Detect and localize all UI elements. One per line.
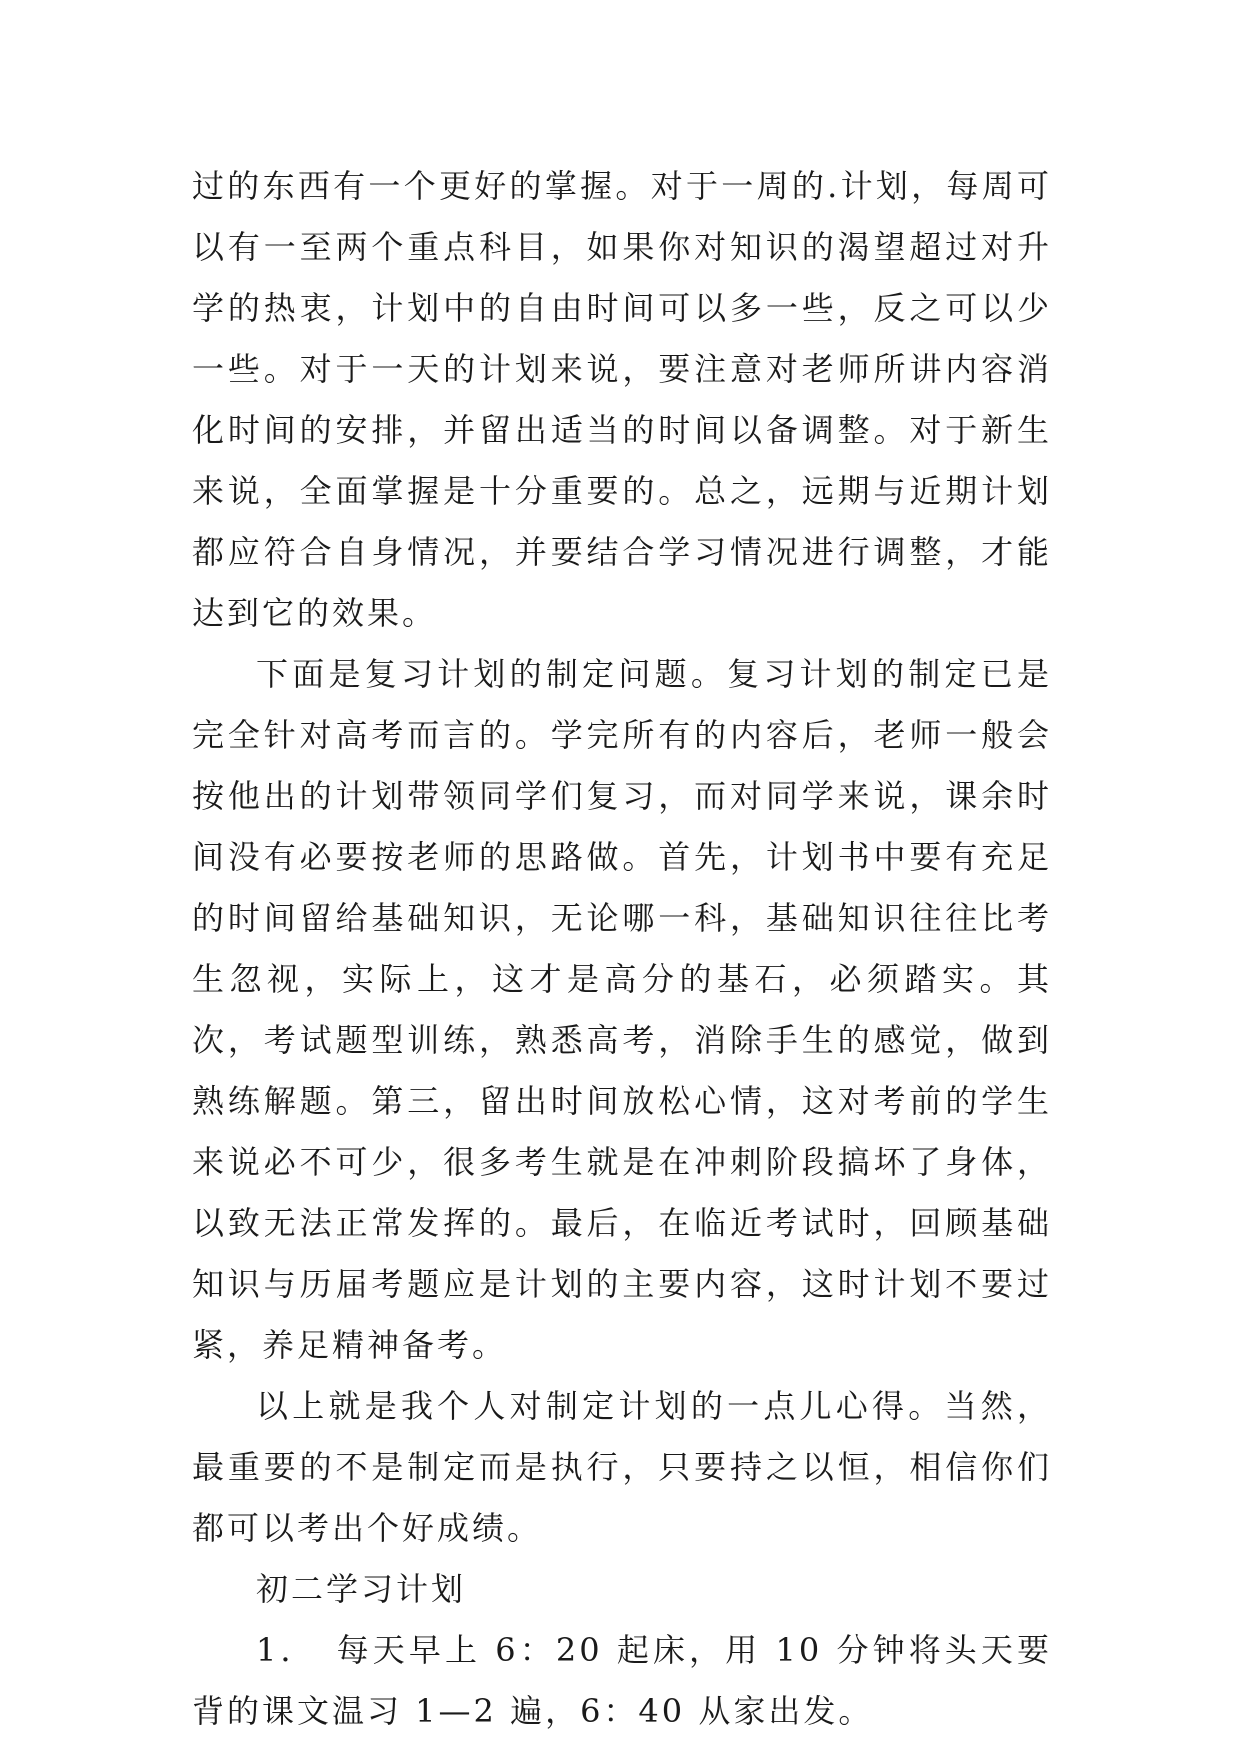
paragraph-conclusion: 以上就是我个人对制定计划的一点儿心得。当然，最重要的不是制定而是执行，只要持之以恒，相信你们都可以考出个好成绩。: [192, 1387, 1052, 1547]
section-heading: 初二学习计划: [256, 1570, 467, 1608]
paragraph-continued: 过的东西有一个更好的掌握。对于一周的.计划，每周可以有一至两个重点科目，如果你对知识的渴望超过对升学的热衷，计划中的自由时间可以多一些，反之可以少一些。对于一天的计划来说，要注意对老师所讲内容消化时间的安排，并留出适当的时间以备调整。对于新生来说，全面掌握是十分重要的。总之，远期与近期计划都应符合自身情况，并要结合学习情况进行调整，才能达到它的效果。: [192, 167, 1052, 632]
document-body: [192, 156, 1052, 1742]
paragraph-review-plan: 下面是复习计划的制定问题。复习计划的制定已是完全针对高考而言的。学完所有的内容后，老师一般会按他出的计划带领同学们复习，而对同学来说，课余时间没有必要按老师的思路做。首先，计划书中要有充足的时间留给基础知识，无论哪一科，基础知识往往比考生忽视，实际上，这才是高分的基石，必须踏实。其次，考试题型训练，熟悉高考，消除手生的感觉，做到熟练解题。第三，留出时间放松心情，这对考前的学生来说必不可少，很多考生就是在冲刺阶段搞坏了身体，以致无法正常发挥的。最后，在临近考试时，回顾基础知识与历届考题应是计划的主要内容，这时计划不要过紧，养足精神备考。: [192, 655, 1052, 1364]
list-item-1: 1． 每天早上 6：20 起床，用 10 分钟将头天要背的课文温习 1—2 遍，6：40 从家出发。: [192, 1631, 1052, 1730]
